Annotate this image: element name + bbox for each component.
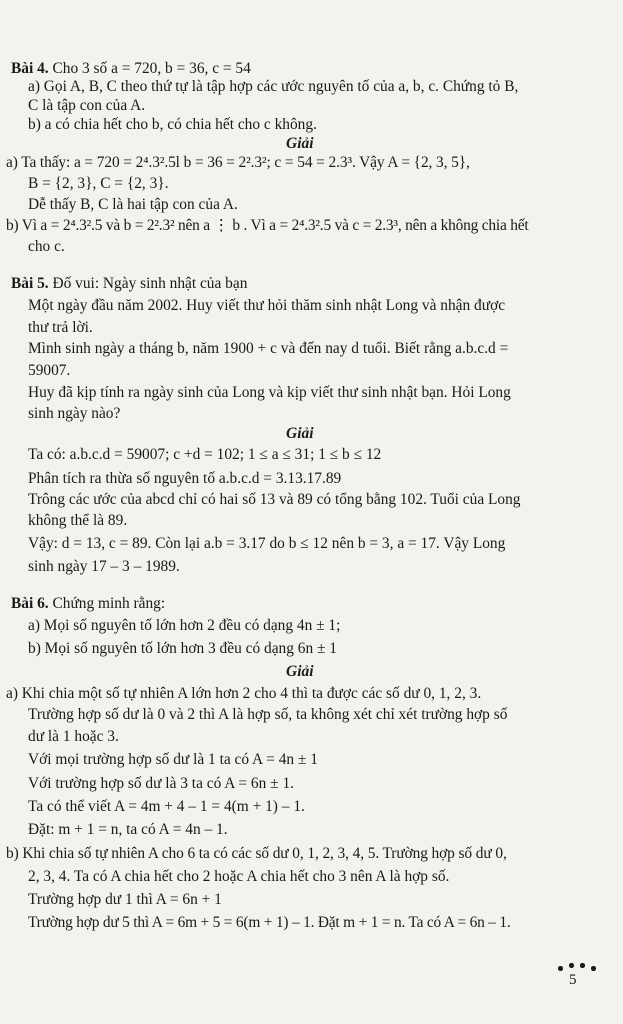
exercise-5-solution-heading: Giải [286,425,314,442]
exercise-4-solution-b-cont: cho c. [28,238,65,255]
exercise-5-solution-3: Trông các ước của abcd chỉ có hai số 13 và 89 có tổng bằng 102. Tuổi của Long [28,491,521,508]
exercise-6-heading [11,595,165,613]
exercise-5-solution-6: sinh ngày 17 – 3 – 1989. [28,558,180,575]
page-ornament-dots [556,962,602,972]
exercise-6-solution-a-5: Với trường hợp số dư là 3 ta có A = 6n ± 1. [28,775,294,792]
exercise-4-statement: Cho 3 số a = 720, b = 36, c = 54 [48,60,251,77]
exercise-5-text-4: 59007. [28,362,71,379]
exercise-5-solution-1: Ta có: a.b.c.d = 59007; c +d = 102; 1 ≤ a ≤ 31; 1 ≤ b ≤ 12 [28,446,382,463]
ornament-dot [558,966,563,971]
exercise-4-heading [11,60,251,78]
exercise-6-solution-b-2: 2, 3, 4. Ta có A chia hết cho 2 hoặc A chia hết cho 3 nên A là hợp số. [28,868,450,885]
exercise-5-topic: Đố vui: Ngày sinh nhật của bạn [48,275,248,292]
exercise-5-title: Bài 5. [11,275,49,292]
exercise-6-solution-a-1: a) Khi chia một số tự nhiên A lớn hơn 2 cho 4 thì ta được các số dư 0, 1, 2, 3. [6,685,482,702]
exercise-6-statement: Chứng minh rằng: [48,595,166,612]
exercise-5-text-1: Một ngày đầu năm 2002. Huy viết thư hỏi thăm sinh nhật Long và nhận được [28,297,506,314]
exercise-5-question: sinh ngày nào? [28,405,121,422]
ornament-dot [580,963,585,968]
exercise-6-solution-a-7: Đặt: m + 1 = n, ta có A = 4n – 1. [28,821,228,838]
ornament-dot [591,966,596,971]
exercise-6-solution-a-2: Trường hợp số dư là 0 và 2 thì A là hợp số, ta không xét chỉ xét trường hợp số [28,706,508,723]
exercise-4-solution-b: b) Vì a = 2⁴.3².5 và b = 2².3² nên a ⋮ b . Vì a = 2⁴.3².5 và c = 2.3³, nên a không chia hết [6,217,529,234]
exercise-5-text-2: thư trả lời. [28,319,93,336]
exercise-5-text-3: Mình sinh ngày a tháng b, năm 1900 + c và đến nay d tuổi. Biết rằng a.b.c.d = [28,340,509,357]
exercise-6-solution-a-3: dư là 1 hoặc 3. [28,728,119,745]
exercise-4-part-a-cont: C là tập con của A. [28,97,146,114]
exercise-6-title: Bài 6. [11,595,49,612]
exercise-5-text-5: Huy đã kịp tính ra ngày sinh của Long và kịp viết thư sinh nhật bạn. Hỏi Long [28,384,511,401]
exercise-5-heading [11,275,247,293]
exercise-6-solution-a-4: Với mọi trường hợp số dư là 1 ta có A = 4n ± 1 [28,751,318,768]
page-number: 5 [569,972,577,988]
exercise-6-solution-heading: Giải [286,663,314,680]
exercise-4-solution-a: a) Ta thấy: a = 720 = 2⁴.3².5l b = 36 = 2².3²; c = 54 = 2.3³. Vậy A = {2, 3, 5}, [6,154,470,171]
exercise-6-solution-b-3: Trường hợp dư 1 thì A = 6n + 1 [28,891,222,908]
exercise-5-solution-2: Phân tích ra thừa số nguyên tố a.b.c.d = 3.13.17.89 [28,470,342,487]
exercise-4-title: Bài 4. [11,60,49,77]
ornament-dot [569,963,574,968]
exercise-4-solution-a-sets: B = {2, 3}, C = {2, 3}. [28,175,169,192]
exercise-5-solution-5: Vậy: d = 13, c = 89. Còn lại a.b = 3.17 do b ≤ 12 nên b = 3, a = 17. Vậy Long [28,535,506,552]
exercise-4-part-a: a) Gọi A, B, C theo thứ tự là tập hợp các ước nguyên tố của a, b, c. Chứng tỏ B, [28,78,519,95]
exercise-4-solution-heading: Giải [286,135,314,152]
exercise-5-solution-4: không thể là 89. [28,512,128,529]
exercise-6-part-b: b) Mọi số nguyên tố lớn hơn 3 đều có dạng 6n ± 1 [28,640,337,657]
exercise-6-part-a: a) Mọi số nguyên tố lớn hơn 2 đều có dạng 4n ± 1; [28,617,341,634]
exercise-6-solution-a-6: Ta có thể viết A = 4m + 4 – 1 = 4(m + 1) – 1. [28,798,305,815]
exercise-4-solution-a-conclusion: Dễ thấy B, C là hai tập con của A. [28,196,238,213]
exercise-6-solution-b-1: b) Khi chia số tự nhiên A cho 6 ta có các số dư 0, 1, 2, 3, 4, 5. Trường hợp số dư 0, [6,845,507,862]
exercise-6-solution-b-4: Trường hợp dư 5 thì A = 6m + 5 = 6(m + 1) – 1. Đặt m + 1 = n. Ta có A = 6n – 1. [28,914,511,931]
exercise-4-part-b: b) a có chia hết cho b, có chia hết cho c không. [28,116,317,133]
